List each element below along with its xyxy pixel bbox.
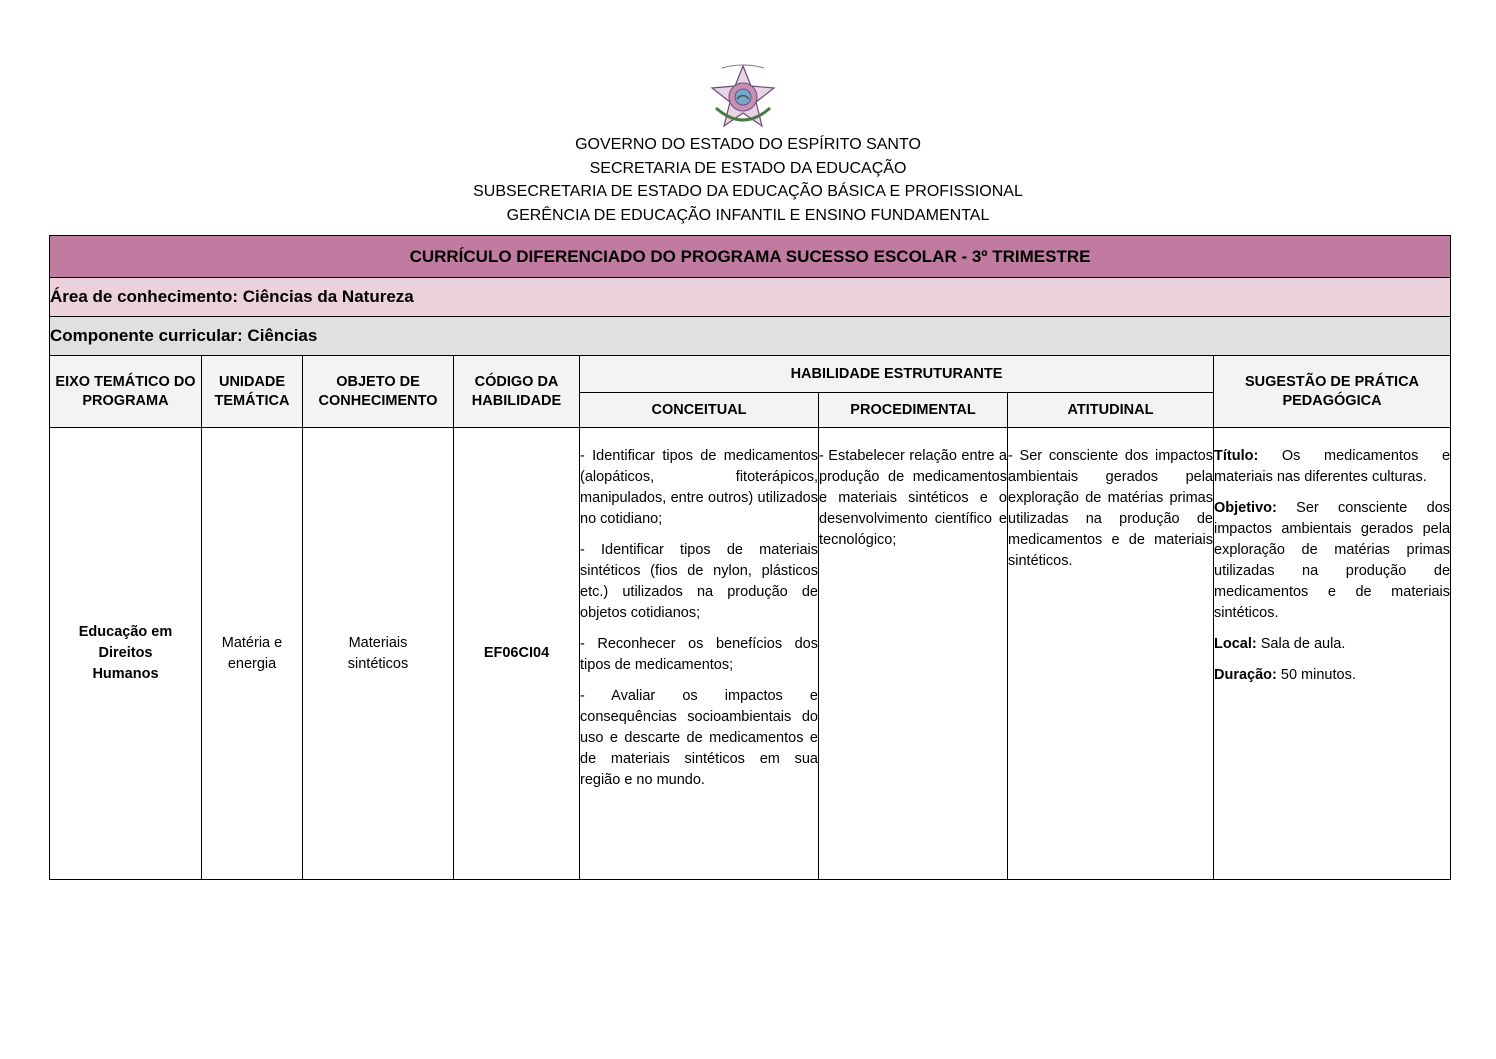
componente-curricular: Componente curricular: Ciências	[50, 317, 1451, 356]
header-line-secretaria: SECRETARIA DE ESTADO DA EDUCAÇÃO	[589, 159, 907, 177]
curriculum-table	[49, 235, 1451, 880]
header-institution-lines	[0, 133, 1496, 227]
col-procedimental: PROCEDIMENTAL	[819, 393, 1008, 428]
cell-eixo: Educação em Direitos Humanos	[50, 428, 202, 880]
col-atitudinal: ATITUDINAL	[1008, 393, 1214, 428]
header-line-governo: GOVERNO DO ESTADO DO ESPÍRITO SANTO	[575, 136, 921, 153]
cell-atitudinal	[1008, 428, 1214, 880]
sugestao-objetivo	[1214, 498, 1450, 624]
coat-of-arms-icon	[708, 64, 778, 130]
sugestao-local	[1214, 634, 1450, 655]
sugestao-titulo	[1214, 446, 1450, 488]
duracao-value: 50 minutos.	[1276, 667, 1356, 683]
col-sugestao-pratica: SUGESTÃO DE PRÁTICA PEDAGÓGICA	[1214, 356, 1451, 428]
cell-sugestao	[1214, 428, 1451, 880]
col-codigo-habilidade: CÓDIGO DA HABILIDADE	[454, 356, 580, 428]
col-unidade-tematica: UNIDADE TEMÁTICA	[202, 356, 303, 428]
objetivo-value: Ser consciente dos impactos ambientais gerados pela exploração de matérias primas utilizadas na produção de medicamentos e de materiais sintéticos.	[1214, 500, 1451, 621]
col-habilidade-estruturante: HABILIDADE ESTRUTURANTE	[580, 356, 1214, 393]
conceitual-item: - Identificar tipos de materiais sintéticos (fios de nylon, plásticos etc.) utilizados na produção de objetos cotidianos;	[580, 542, 818, 621]
cell-conceitual	[580, 428, 819, 880]
titulo-value: Os medicamentos e materiais nas diferentes culturas.	[1214, 448, 1451, 485]
table-title: CURRÍCULO DIFERENCIADO DO PROGRAMA SUCESSO ESCOLAR - 3º TRIMESTRE	[50, 236, 1451, 278]
procedimental-text: - Estabelecer relação entre a produção de medicamentos e materiais sintéticos e o desenvolvimento científico e tecnológico;	[819, 448, 1007, 548]
titulo-label: Título:	[1214, 448, 1259, 464]
duracao-label: Duração:	[1214, 667, 1277, 683]
col-conceitual: CONCEITUAL	[580, 393, 819, 428]
table-row	[50, 428, 1451, 880]
local-label: Local:	[1214, 636, 1257, 652]
header-line-subsecretaria: SUBSECRETARIA DE ESTADO DA EDUCAÇÃO BÁSICA E PROFISSIONAL	[473, 183, 1023, 200]
conceitual-item: - Identificar tipos de medicamentos (alopáticos, fitoterápicos, manipulados, entre outros) utilizados no cotidiano;	[580, 448, 818, 527]
col-objeto-conhecimento: OBJETO DE CONHECIMENTO	[303, 356, 454, 428]
conceitual-item: - Reconhecer os benefícios dos tipos de medicamentos;	[580, 636, 818, 673]
cell-procedimental	[819, 428, 1008, 880]
cell-unidade: Matéria e energia	[202, 428, 303, 880]
cell-objeto: Materiais sintéticos	[303, 428, 454, 880]
area-conhecimento: Área de conhecimento: Ciências da Natureza	[50, 278, 1451, 317]
cell-codigo: EF06CI04	[454, 428, 580, 880]
header-line-gerencia: GERÊNCIA DE EDUCAÇÃO INFANTIL E ENSINO FUNDAMENTAL	[506, 206, 990, 224]
col-eixo-tematico: EIXO TEMÁTICO DO PROGRAMA	[50, 356, 202, 428]
sugestao-duracao	[1214, 665, 1450, 686]
local-value: Sala de aula.	[1256, 636, 1346, 652]
atitudinal-text: - Ser consciente dos impactos ambientais gerados pela exploração de matérias primas utilizadas na produção de medicamentos e de materiais sintéticos.	[1008, 448, 1213, 569]
objetivo-label: Objetivo:	[1214, 500, 1277, 516]
conceitual-item: - Avaliar os impactos e consequências socioambientais do uso e descarte de medicamentos e de materiais sintéticos em sua região e no mundo.	[580, 688, 818, 788]
